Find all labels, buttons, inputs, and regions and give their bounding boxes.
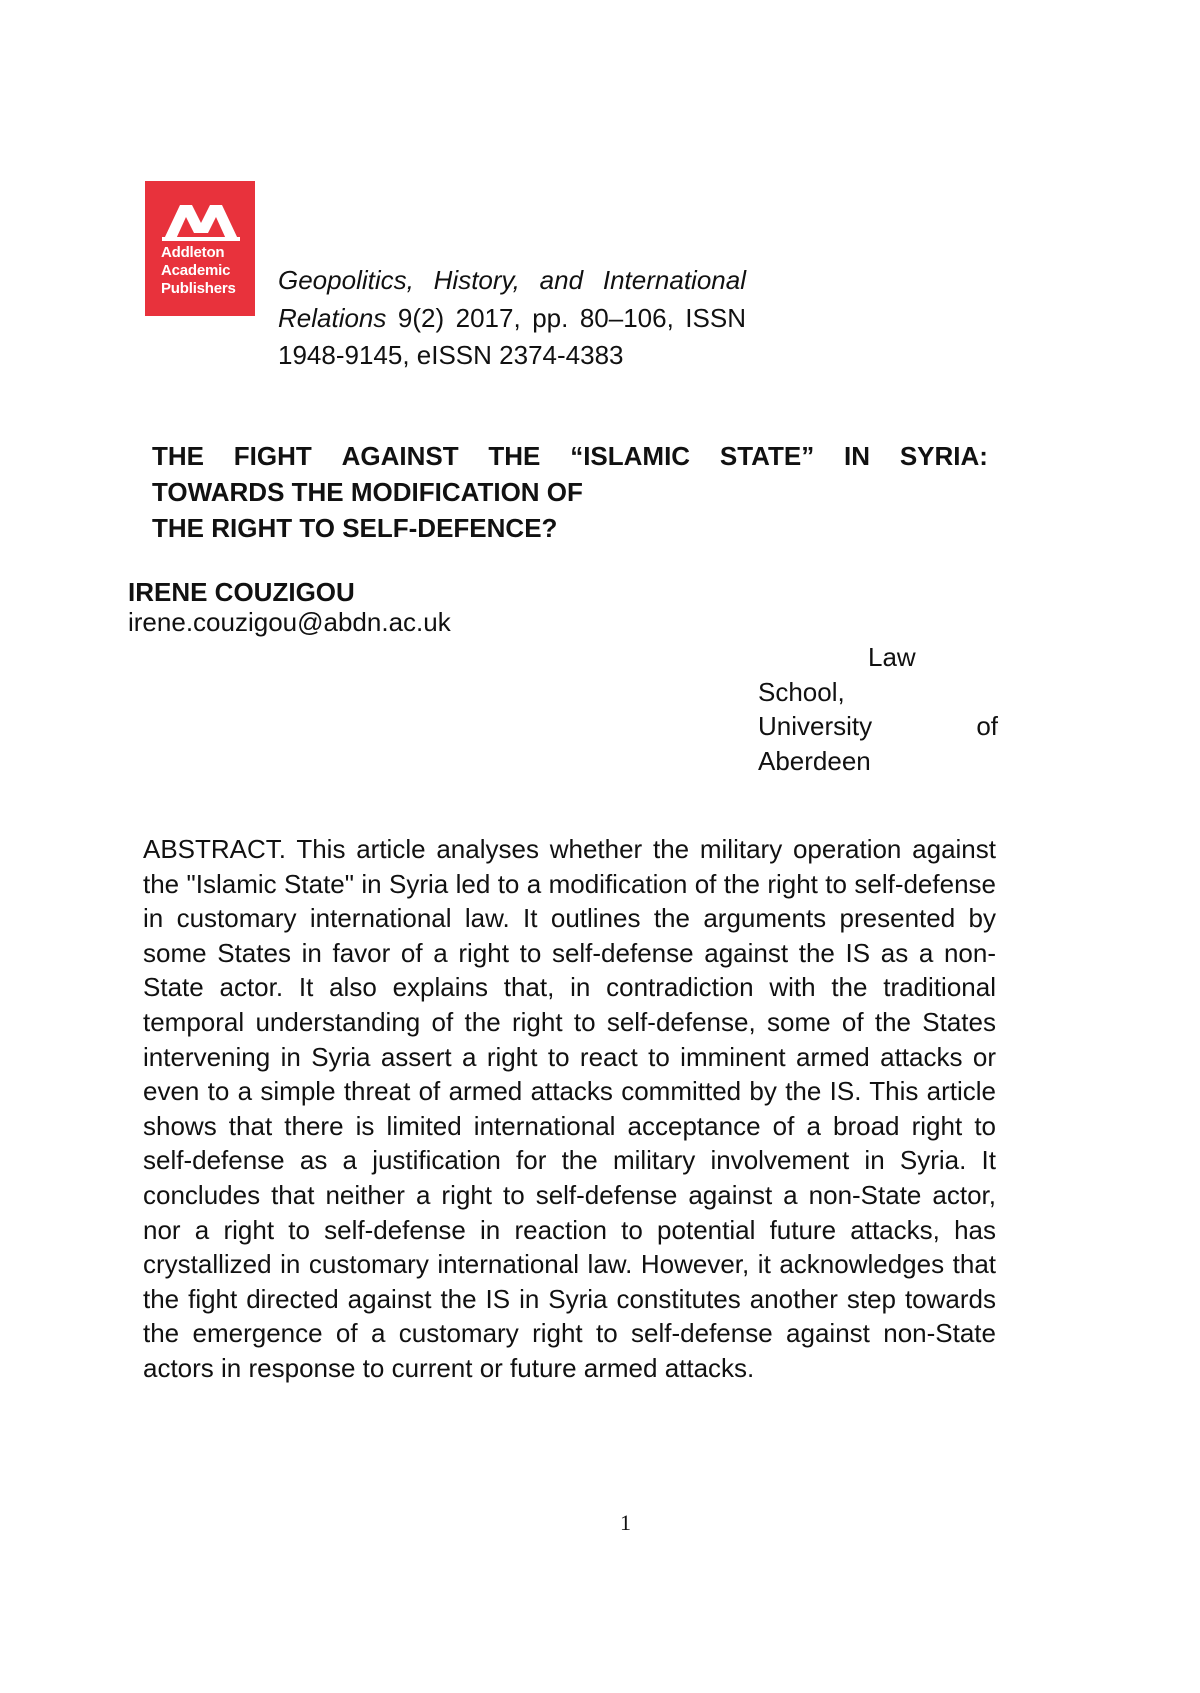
title-word: SYRIA: [899,441,988,471]
journal-word: International [602,265,746,295]
title-word: FIGHT [233,441,312,471]
affiliation-university: University [758,711,873,741]
affiliation-line-4: Aberdeen [758,745,871,776]
author-affiliation [758,640,998,778]
title-line-2: TOWARDS THE MODIFICATION OF [152,477,583,507]
title-word: AGAINST [341,441,459,471]
logo-line-1: Addleton [161,244,225,261]
journal-issn: 1948-9145, eISSN 2374-4383 [278,340,624,370]
journal-word: Relations [278,302,387,333]
logo-text [161,244,236,298]
publisher-logo [145,181,255,316]
title-word: “ISLAMIC [570,441,691,471]
article-title [152,438,988,546]
page-number: 1 [620,1510,631,1535]
title-word: IN [844,441,871,471]
aa-logo-icon [162,199,240,241]
journal-word: and [539,265,584,295]
author-name: IRENE COUZIGOU [128,577,355,607]
journal-year: 2017, [455,302,521,333]
journal-issn-label: ISSN [685,302,746,333]
title-word: THE [152,441,204,471]
journal-word: Geopolitics, [278,265,414,295]
abstract: ABSTRACT. This article analyses whether the military operation against the "Islamic State" in Syria led to a modification of the right to self-defense in customary international law. It outlines the arguments presented by some States in favor of a right to self-defense against the IS as a non-State actor. It also explains that, in contradiction with the traditional temporal understanding of the right to self-defense, some of the States intervening in Syria assert a right to react to imminent armed attacks or even to a simple threat of armed attacks committed by the IS. This article shows that there is limited international acceptance of a broad right to self-defense as a justification for the military involvement in Syria. It concludes that neither a right to self-defense against a non-State actor, nor a right to self-defense in reaction to potential future attacks, has crystallized in customary international law. However, it acknowledges that the fight directed against the IS in Syria constitutes another step towards the emergence of a customary right to self-defense against non-State actors in response to current or future armed attacks. [143,834,996,1383]
title-line-3: THE RIGHT TO SELF-DEFENCE? [152,513,558,543]
affiliation-of: of [976,711,998,741]
title-word: STATE” [719,441,815,471]
affiliation-line-2: School, [758,676,845,707]
journal-citation [278,262,746,375]
title-word: THE [488,441,541,471]
logo-line-3: Publishers [161,280,236,297]
logo-line-2: Academic [161,262,231,279]
journal-volume: 9(2) [397,302,445,333]
journal-word: History, [433,265,520,295]
journal-pp: pp. [532,302,569,333]
journal-pages: 80–106, [579,302,674,333]
affiliation-line-1: Law [868,642,916,672]
author-email: irene.couzigou@abdn.ac.uk [128,607,451,637]
